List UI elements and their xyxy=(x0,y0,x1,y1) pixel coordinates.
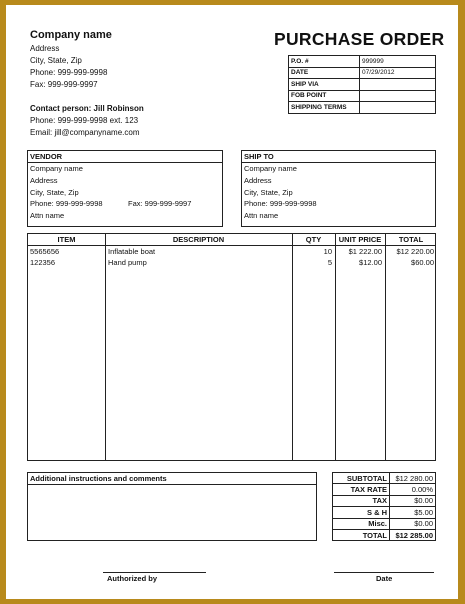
ship-to-company: Company name xyxy=(244,164,297,173)
item-description: Hand pump xyxy=(108,258,147,267)
shipping-handling-value[interactable]: $5.00 xyxy=(390,507,436,518)
company-address-block xyxy=(30,43,107,91)
po-info-value[interactable]: 07/29/2012 xyxy=(360,67,436,79)
totals-row xyxy=(333,518,436,529)
vendor-header: VENDOR xyxy=(28,151,222,163)
company-address: Address xyxy=(30,44,60,53)
tax-value: $0.00 xyxy=(390,495,436,506)
header-item: ITEM xyxy=(57,235,76,244)
page-title: PURCHASE ORDER xyxy=(274,29,445,49)
contact-person: Contact person: Jill Robinson xyxy=(30,104,144,113)
totals-row xyxy=(333,484,436,495)
totals-row xyxy=(333,495,436,506)
item-number: 122356 xyxy=(30,258,56,267)
subtotal-label: SUBTOTAL xyxy=(333,473,390,484)
header-total: TOTAL xyxy=(398,235,424,244)
po-info-label: SHIP VIA xyxy=(289,79,360,91)
po-info-value[interactable] xyxy=(360,102,436,114)
item-total: $12 220.00 xyxy=(396,247,434,256)
ship-to-header: SHIP TO xyxy=(242,151,435,163)
item-qty: 10 xyxy=(323,247,332,256)
po-info-table xyxy=(288,55,436,114)
contact-email: Email: jill@companyname.com xyxy=(30,128,140,137)
po-info-row xyxy=(289,56,436,68)
po-info-label: SHIPPING TERMS xyxy=(289,102,360,114)
ship-to-address: Address xyxy=(244,175,272,185)
date-label: Date xyxy=(376,574,393,583)
totals-table xyxy=(332,472,436,541)
header-qty: QTY xyxy=(305,235,322,244)
po-info-value[interactable] xyxy=(360,90,436,102)
misc-value[interactable]: $0.00 xyxy=(390,518,436,529)
vendor-fax: Fax: 999-999-9997 xyxy=(128,199,192,209)
contact-phone: Phone: 999-999-9998 ext. 123 xyxy=(30,116,139,125)
po-info-row xyxy=(289,79,436,91)
po-info-label: P.O. # xyxy=(289,56,360,68)
contact-block xyxy=(30,103,144,139)
header-description: DESCRIPTION xyxy=(172,235,225,244)
po-info-row xyxy=(289,102,436,114)
company-fax: Fax: 999-999-9997 xyxy=(30,79,98,89)
po-info-value[interactable] xyxy=(360,79,436,91)
po-info-row xyxy=(289,67,436,79)
tax-rate-value[interactable]: 0.00% xyxy=(390,484,436,495)
purchase-order-page xyxy=(6,5,458,599)
item-number: 5565656 xyxy=(30,247,60,256)
company-name: Company name xyxy=(30,29,112,41)
misc-label: Misc. xyxy=(333,518,390,529)
vendor-company: Company name xyxy=(30,164,83,173)
totals-row xyxy=(333,529,436,540)
po-info-label: FOB POINT xyxy=(289,90,360,102)
ship-to-box xyxy=(241,150,436,227)
item-qty: 5 xyxy=(327,258,332,267)
company-phone: Phone: 999-999-9998 xyxy=(30,67,108,77)
company-city-state-zip: City, State, Zip xyxy=(30,55,82,65)
shipping-handling-label: S & H xyxy=(333,507,390,518)
ship-to-city-state-zip: City, State, Zip xyxy=(244,187,293,197)
vendor-box xyxy=(27,150,223,227)
totals-row xyxy=(333,507,436,518)
total-value: $12 285.00 xyxy=(390,529,436,540)
vendor-address: Address xyxy=(30,175,58,185)
po-info-row xyxy=(289,90,436,102)
po-info-label: DATE xyxy=(289,67,360,79)
total-label: TOTAL xyxy=(333,529,390,540)
tax-label: TAX xyxy=(333,495,390,506)
po-info-value[interactable]: 999999 xyxy=(360,56,436,68)
tax-rate-label: TAX RATE xyxy=(333,484,390,495)
item-unit-price: $12.00 xyxy=(359,258,382,267)
date-signature-line[interactable] xyxy=(334,572,434,573)
items-table xyxy=(27,233,436,461)
vendor-phone: Phone: 999-999-9998 xyxy=(30,199,103,209)
ship-to-phone: Phone: 999-999-9998 xyxy=(244,199,317,209)
ship-to-attn: Attn name xyxy=(244,211,279,221)
item-total: $60.00 xyxy=(411,258,434,267)
instructions-header: Additional instructions and comments xyxy=(28,473,316,485)
vendor-attn: Attn name xyxy=(30,211,65,221)
header-unit-price: UNIT PRICE xyxy=(338,235,382,244)
authorized-by-label: Authorized by xyxy=(107,574,157,583)
authorized-signature-line[interactable] xyxy=(103,572,206,573)
totals-row xyxy=(333,473,436,484)
subtotal-value: $12 280.00 xyxy=(390,473,436,484)
item-description: Inflatable boat xyxy=(108,247,156,256)
instructions-box[interactable] xyxy=(27,472,317,541)
vendor-city-state-zip: City, State, Zip xyxy=(30,187,79,197)
item-unit-price: $1 222.00 xyxy=(348,247,382,256)
